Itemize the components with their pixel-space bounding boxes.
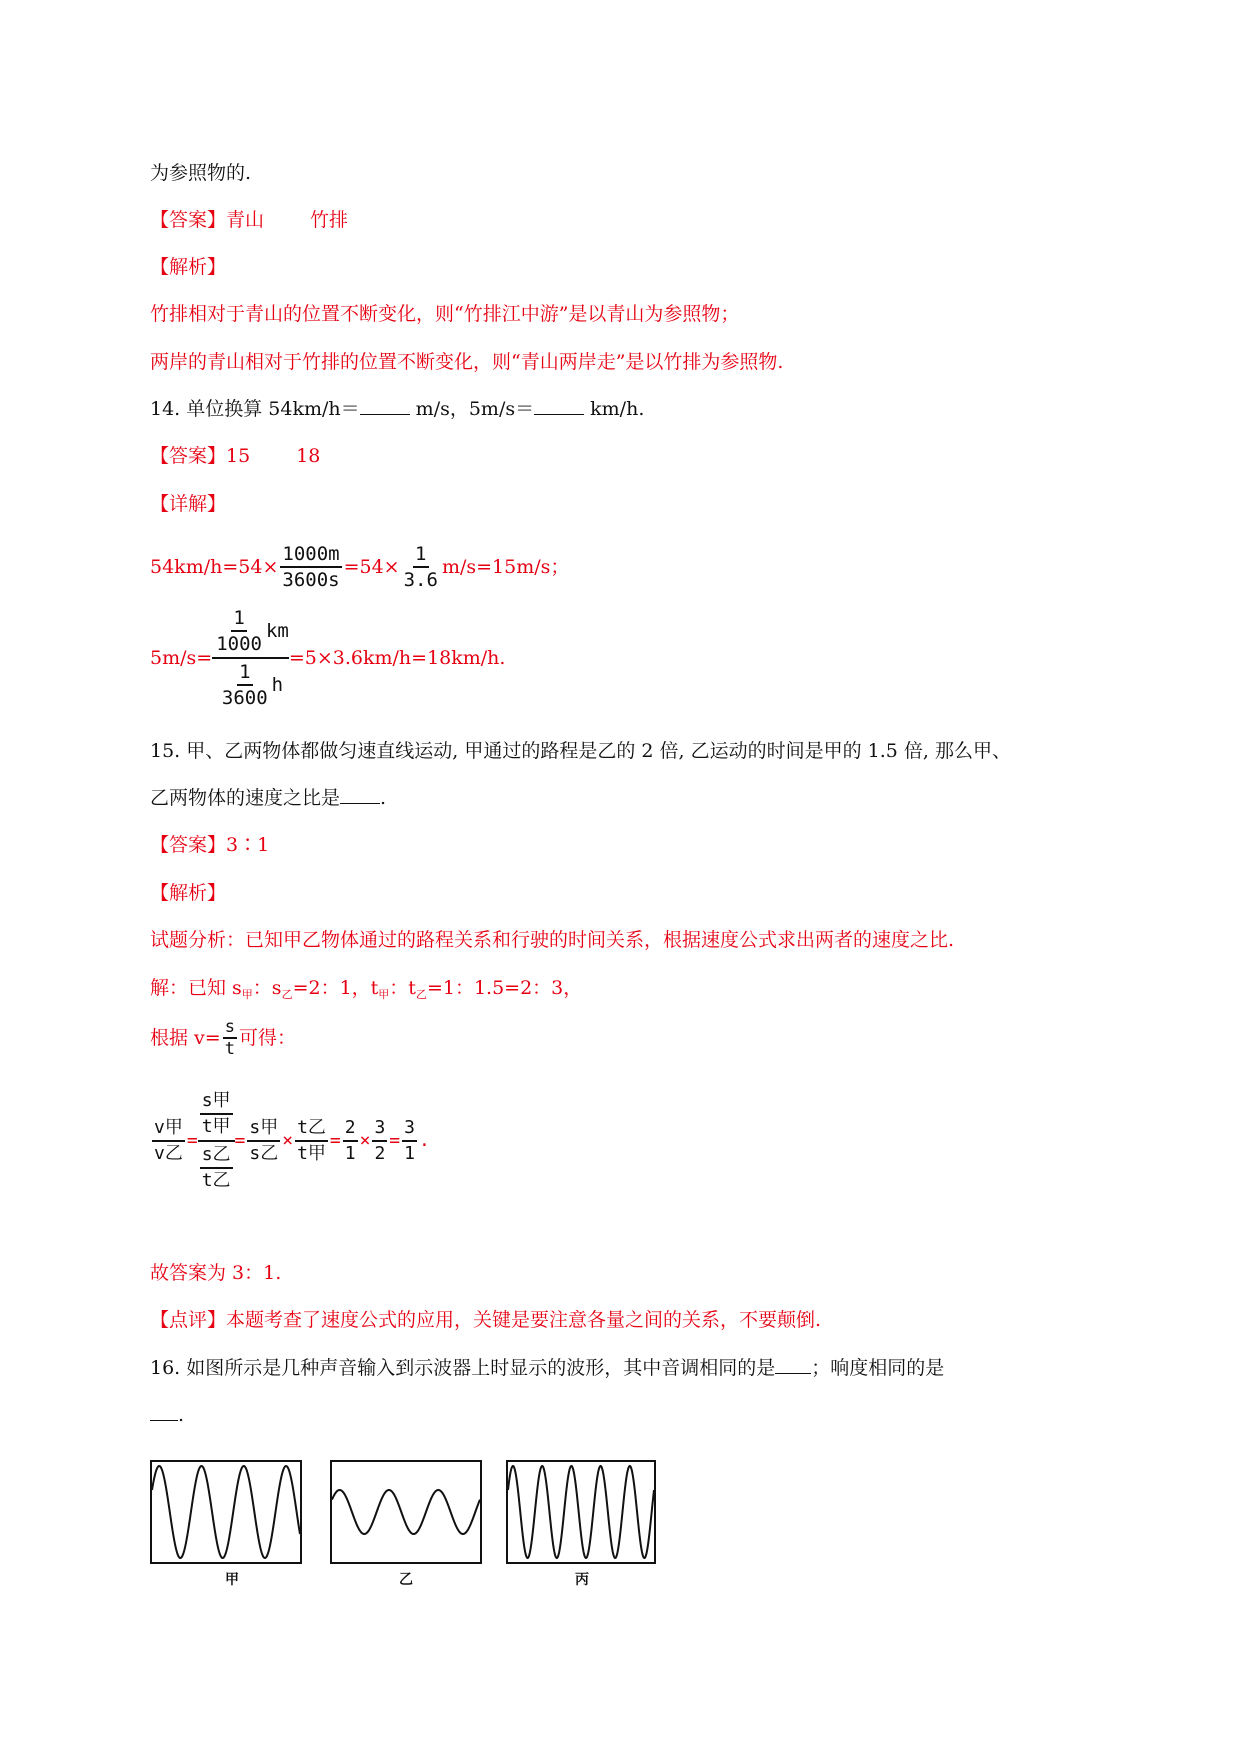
answer-value-1: 青山 bbox=[226, 209, 265, 231]
question-15-line-1 bbox=[150, 738, 1011, 764]
question-text: ；响度相同的是 bbox=[811, 1357, 945, 1379]
analysis-text: 两岸的青山相对于竹排的位置不断变化，则“青山两岸走”是以竹排为参照物. bbox=[150, 351, 784, 373]
analysis-tag: 【解析】 bbox=[150, 256, 227, 278]
answer-blank[interactable] bbox=[360, 414, 410, 415]
waveform-label-jia: 甲 bbox=[225, 1572, 239, 1588]
denominator: 3600s bbox=[282, 569, 340, 591]
denominator: t乙 bbox=[201, 1170, 231, 1191]
analysis-text: =2：1，t bbox=[292, 977, 379, 999]
denominator: 3.6 bbox=[403, 569, 438, 591]
answer-tag: 【答案】 bbox=[150, 445, 227, 467]
numerator: v甲 bbox=[152, 1117, 185, 1142]
equals-sign: = bbox=[186, 1130, 198, 1151]
fraction bbox=[223, 1018, 237, 1058]
question-text: m/s，5m/s＝ bbox=[409, 398, 535, 420]
analysis-heading bbox=[150, 254, 226, 280]
numerator: 1 bbox=[413, 543, 428, 568]
equation-1 bbox=[150, 540, 569, 594]
equals-sign: = bbox=[329, 1130, 341, 1151]
answer-blank[interactable] bbox=[775, 1373, 811, 1374]
ratio-formula bbox=[150, 1090, 430, 1192]
answer-value-1: 15 bbox=[226, 445, 251, 467]
conclusion-15 bbox=[150, 1260, 281, 1286]
fraction bbox=[152, 1117, 185, 1165]
fraction bbox=[200, 1090, 233, 1138]
equation-2 bbox=[150, 607, 505, 709]
text: 为参照物的. bbox=[150, 162, 252, 184]
analysis-line-2 bbox=[150, 349, 783, 375]
analysis-line-1 bbox=[150, 301, 739, 327]
analysis-text: 可得： bbox=[238, 1027, 296, 1049]
unit: km bbox=[265, 620, 289, 642]
analysis-15-line-1 bbox=[150, 927, 954, 953]
answer-blank[interactable] bbox=[534, 414, 584, 415]
fraction bbox=[402, 1117, 417, 1165]
comment-text: 本题考查了速度公式的应用，关键是要注意各量之间的关系，不要颠倒. bbox=[226, 1309, 822, 1331]
analysis-text: 试题分析：已知甲乙物体通过的路程关系和行驶的时间关系，根据速度公式求出两者的速度之比. bbox=[150, 929, 955, 951]
comment-tag: 【点评】 bbox=[150, 1309, 227, 1331]
waveform-jia-graphic bbox=[152, 1462, 300, 1562]
subscript: 甲 bbox=[241, 988, 253, 1001]
equation-text: =5×3.6km/h=18km/h. bbox=[288, 647, 506, 669]
unit: h bbox=[271, 674, 284, 696]
numerator: 3 bbox=[402, 1117, 417, 1142]
fraction bbox=[200, 1144, 233, 1192]
answer-15 bbox=[150, 832, 269, 858]
analysis-15-line-3 bbox=[150, 1018, 296, 1058]
detail-tag: 【详解】 bbox=[150, 493, 227, 515]
question-16-line-2 bbox=[150, 1402, 184, 1428]
analysis-tag: 【解析】 bbox=[150, 882, 227, 904]
answer-tag: 【答案】 bbox=[150, 834, 227, 856]
denominator: t bbox=[224, 1039, 235, 1059]
question-text: 14. 单位换算 54km/h＝ bbox=[150, 398, 360, 420]
equation-text: 54km/h=54× bbox=[150, 556, 279, 578]
question-text: 15. 甲、乙两物体都做匀速直线运动, 甲通过的路程是乙的 2 倍, 乙运动的时间是甲的 1.5 倍, 那么甲、 bbox=[150, 740, 1011, 762]
answer-13 bbox=[150, 207, 348, 233]
numerator: 1 bbox=[237, 661, 252, 686]
denominator: t甲 bbox=[201, 1116, 231, 1137]
question-16-line-1 bbox=[150, 1355, 944, 1381]
equals-sign: = bbox=[389, 1130, 401, 1151]
answer-blank[interactable] bbox=[340, 803, 380, 804]
numerator: 1 bbox=[231, 607, 246, 632]
denominator: t甲 bbox=[297, 1143, 326, 1164]
text-line bbox=[150, 160, 251, 186]
analysis-text: ：s bbox=[252, 977, 282, 999]
subscript: 甲 bbox=[378, 988, 390, 1001]
question-text: 乙两物体的速度之比是 bbox=[150, 787, 341, 809]
waveform-yi bbox=[330, 1460, 482, 1564]
compound-fraction bbox=[212, 607, 289, 709]
fraction bbox=[214, 607, 264, 655]
fraction bbox=[343, 1117, 358, 1165]
conclusion-text: 故答案为 3：1. bbox=[150, 1262, 282, 1284]
equation-text: =54× bbox=[343, 556, 400, 578]
question-14 bbox=[150, 396, 644, 422]
equation-text: m/s=15m/s； bbox=[441, 556, 570, 578]
analysis-text: 竹排相对于青山的位置不断变化，则“竹排江中游”是以青山为参照物； bbox=[150, 303, 740, 325]
fraction bbox=[280, 543, 341, 591]
question-text: . bbox=[178, 1404, 185, 1426]
denominator: 1 bbox=[344, 1143, 356, 1164]
fraction bbox=[295, 1117, 328, 1165]
numerator: s甲 bbox=[200, 1090, 233, 1115]
analysis-text: 解：已知 s bbox=[150, 977, 242, 999]
compound-denominator bbox=[218, 659, 283, 709]
denominator: s乙 bbox=[249, 1143, 279, 1164]
answer-blank[interactable] bbox=[150, 1420, 178, 1421]
compound-numerator bbox=[212, 607, 289, 657]
analysis-text: =1：1.5=2：3， bbox=[426, 977, 583, 999]
question-text: 16. 如图所示是几种声音输入到示波器上时显示的波形，其中音调相同的是 bbox=[150, 1357, 776, 1379]
question-15-line-2 bbox=[150, 785, 386, 811]
numerator: s bbox=[224, 1017, 235, 1037]
waveform-jia bbox=[150, 1460, 302, 1564]
fraction bbox=[247, 1117, 280, 1165]
numerator: 1000m bbox=[280, 543, 341, 568]
fraction-bar bbox=[198, 1140, 235, 1142]
analysis-text: 根据 v= bbox=[150, 1027, 221, 1049]
compound-fraction bbox=[198, 1090, 235, 1192]
answer-value: 3∶1 bbox=[226, 834, 270, 856]
waveform-label-bing: 丙 bbox=[575, 1572, 589, 1588]
waveform-yi-graphic bbox=[332, 1462, 480, 1562]
denominator: 3600 bbox=[221, 687, 268, 709]
denominator: v乙 bbox=[154, 1143, 183, 1164]
equals-sign: = bbox=[234, 1130, 246, 1151]
period: . bbox=[418, 1130, 430, 1151]
detail-heading bbox=[150, 491, 226, 517]
denominator: 1000 bbox=[216, 633, 262, 655]
answer-value-2: 竹排 bbox=[310, 209, 349, 231]
waveform-bing-graphic bbox=[508, 1462, 654, 1562]
fraction bbox=[402, 543, 440, 591]
fraction bbox=[372, 1117, 387, 1165]
comment-15 bbox=[150, 1307, 821, 1333]
question-text: km/h. bbox=[584, 398, 645, 420]
analysis-text: ：t bbox=[389, 977, 416, 999]
question-text: . bbox=[380, 787, 387, 809]
numerator: t乙 bbox=[295, 1117, 328, 1142]
times-sign: × bbox=[359, 1130, 371, 1151]
numerator: 2 bbox=[343, 1117, 358, 1142]
waveform-bing bbox=[506, 1460, 656, 1564]
answer-value-2: 18 bbox=[296, 445, 321, 467]
answer-tag: 【答案】 bbox=[150, 209, 227, 231]
denominator: 2 bbox=[374, 1143, 386, 1164]
analysis-15-line-2 bbox=[150, 975, 582, 1004]
analysis-15-heading bbox=[150, 880, 226, 906]
numerator: 3 bbox=[372, 1117, 387, 1142]
equation-text: 5m/s= bbox=[150, 647, 213, 669]
fraction bbox=[220, 661, 270, 709]
denominator: 1 bbox=[404, 1143, 415, 1164]
answer-14 bbox=[150, 443, 320, 469]
numerator: s乙 bbox=[200, 1144, 233, 1169]
numerator: s甲 bbox=[247, 1117, 280, 1142]
subscript: 乙 bbox=[281, 988, 293, 1001]
waveform-label-yi: 乙 bbox=[399, 1572, 413, 1588]
subscript: 乙 bbox=[415, 988, 427, 1001]
times-sign: × bbox=[282, 1130, 294, 1151]
